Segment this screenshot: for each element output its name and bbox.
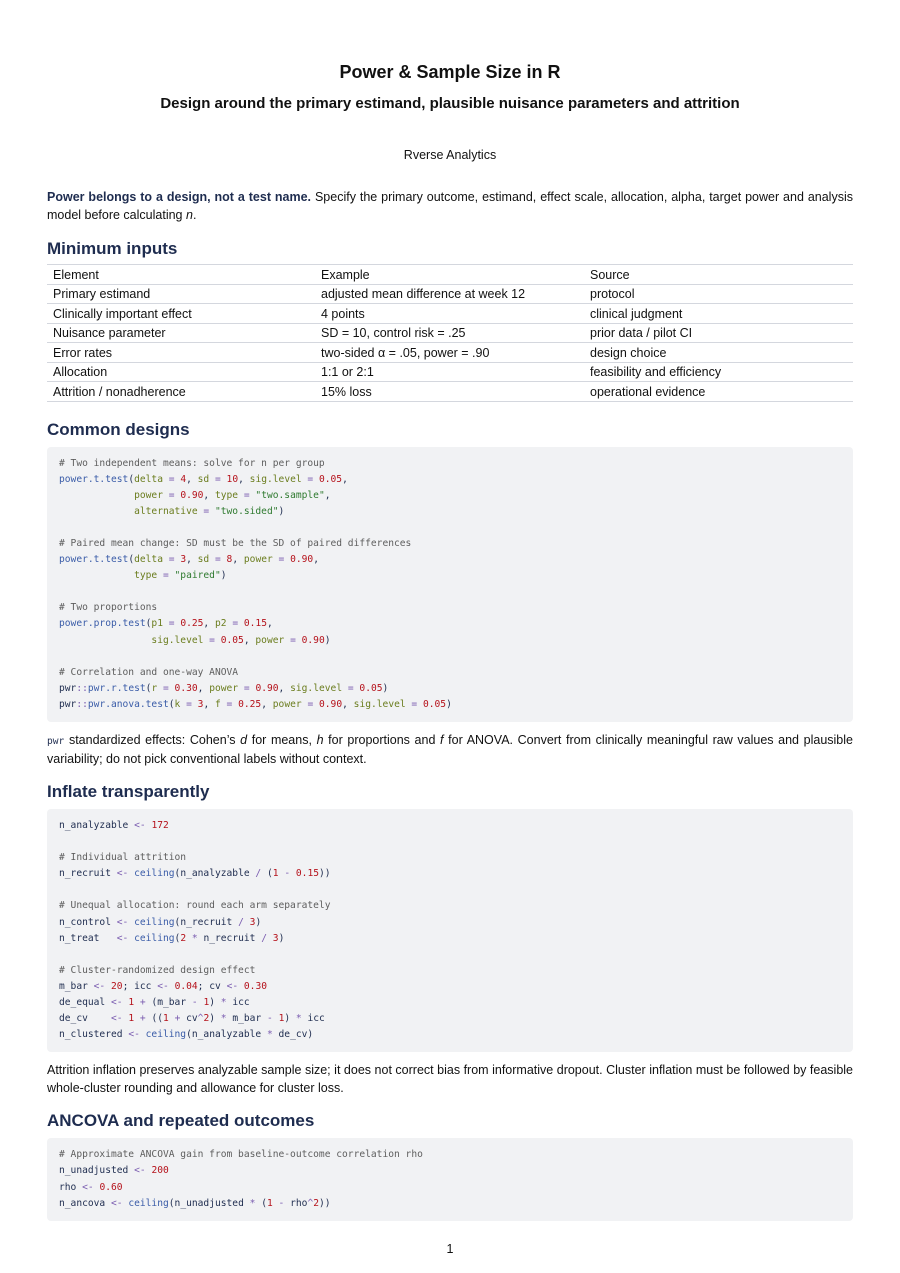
code-token: 172 bbox=[151, 820, 169, 831]
code-token: 0.30 bbox=[174, 682, 198, 694]
table-cell: feasibility and efficiency bbox=[584, 362, 853, 382]
code-token: n_analyzable bbox=[59, 820, 135, 831]
document-author: Rverse Analytics bbox=[403, 148, 497, 162]
code-token: <- bbox=[116, 932, 129, 944]
code-token: - bbox=[284, 868, 291, 880]
code-token: ( bbox=[168, 698, 175, 710]
code-token: 10 bbox=[226, 473, 239, 485]
code-token: (( bbox=[145, 1013, 163, 1025]
code-token: pwr bbox=[59, 682, 77, 694]
code-token: = bbox=[162, 554, 181, 566]
code-line bbox=[59, 1011, 841, 1027]
code-token: ( bbox=[145, 682, 152, 694]
code-token: <- bbox=[157, 980, 169, 992]
document-subtitle: Design around the primary estimand, plausible nuisance parameters and attrition bbox=[160, 95, 740, 112]
code-token: <- bbox=[116, 868, 129, 880]
code-token: pwr.r.test bbox=[87, 682, 146, 694]
code-line bbox=[59, 1180, 841, 1196]
code-token: de_cv bbox=[59, 1013, 111, 1025]
code-token: n_recruit bbox=[197, 932, 262, 944]
code-token: 0.15 bbox=[295, 868, 319, 880]
code-token: delta bbox=[134, 554, 163, 566]
code-token: m_bar bbox=[226, 1013, 268, 1025]
code-token: power.prop.test bbox=[59, 618, 146, 630]
table-cell: clinical judgment bbox=[584, 304, 853, 324]
pwr-note-paragraph bbox=[47, 732, 853, 768]
pwr-note-text: standardized effects: Cohen’s bbox=[64, 733, 241, 747]
code-token: 0.05 bbox=[359, 682, 383, 694]
table-row bbox=[47, 304, 853, 324]
code-token: , bbox=[243, 634, 256, 646]
table-cell: two-sided α = .05, power = .90 bbox=[315, 343, 584, 363]
intro-paragraph bbox=[47, 189, 853, 224]
code-token: icc bbox=[301, 1013, 325, 1025]
code-token: ceiling bbox=[128, 1197, 169, 1209]
inline-code-pwr: pwr bbox=[47, 736, 65, 747]
code-line bbox=[59, 697, 841, 713]
code-token: + bbox=[139, 997, 146, 1009]
code-block-common-designs bbox=[47, 447, 853, 723]
code-token: power bbox=[209, 682, 239, 694]
code-token: = bbox=[405, 698, 423, 710]
code-token: # Cluster-randomized design effect bbox=[59, 964, 256, 976]
code-line bbox=[59, 568, 841, 584]
code-token: , bbox=[324, 489, 331, 501]
code-token: = bbox=[342, 682, 360, 694]
intro-text: Specify the primary outcome, estimand, effect scale, allocation, alpha, target power and analysis model before calculating bbox=[47, 190, 853, 222]
inputs-table bbox=[47, 264, 853, 402]
code-token: 2 bbox=[203, 1013, 210, 1025]
code-token: <- bbox=[134, 820, 146, 831]
table-row bbox=[47, 343, 853, 363]
code-line bbox=[59, 456, 841, 472]
code-line bbox=[59, 681, 841, 697]
code-token: ( bbox=[145, 618, 152, 630]
heading-common-designs: Common designs bbox=[47, 419, 190, 439]
table-cell: adjusted mean difference at week 12 bbox=[315, 284, 584, 304]
intro-end: . bbox=[192, 207, 197, 222]
code-token: <- bbox=[110, 1197, 123, 1209]
code-token: m_bar bbox=[59, 980, 94, 992]
table-cell: Attrition / nonadherence bbox=[47, 382, 315, 402]
code-token: ) bbox=[278, 505, 285, 517]
code-token: n_clustered bbox=[59, 1029, 129, 1041]
code-token bbox=[59, 506, 134, 517]
code-line bbox=[59, 818, 841, 834]
pwr-note-d: d bbox=[240, 733, 248, 747]
code-token: 0.04 bbox=[174, 980, 198, 992]
code-token: = bbox=[157, 570, 175, 582]
code-token: (n_analyzable bbox=[174, 868, 256, 880]
code-token: 0.90 bbox=[255, 682, 279, 694]
code-line bbox=[59, 472, 841, 488]
pwr-note-text: for means, bbox=[247, 733, 317, 747]
code-token: = bbox=[220, 698, 239, 710]
code-token bbox=[59, 570, 134, 581]
code-line bbox=[59, 963, 841, 979]
code-line bbox=[59, 1196, 841, 1212]
table-cell: design choice bbox=[584, 343, 853, 363]
code-token: ) bbox=[382, 682, 389, 694]
code-token: (n_recruit bbox=[174, 916, 239, 928]
code-line bbox=[59, 600, 841, 616]
table-cell: Nuisance parameter bbox=[47, 323, 315, 343]
code-token: - bbox=[267, 1013, 273, 1025]
code-token: 8 bbox=[226, 554, 233, 566]
code-line bbox=[59, 915, 841, 931]
code-token: = bbox=[226, 618, 244, 630]
code-token: 3 bbox=[272, 932, 279, 944]
code-token: , bbox=[266, 618, 273, 630]
code-token: ceiling bbox=[145, 1029, 187, 1041]
code-line bbox=[59, 995, 841, 1011]
code-token: , bbox=[342, 698, 354, 710]
code-token: , bbox=[238, 473, 250, 485]
code-line bbox=[59, 850, 841, 866]
code-token: "two.sided" bbox=[214, 505, 279, 517]
code-token: = bbox=[203, 634, 221, 646]
code-token: = bbox=[301, 473, 319, 485]
table-header-cell: Example bbox=[315, 265, 584, 285]
code-token: , bbox=[197, 682, 210, 694]
code-token: / bbox=[238, 916, 244, 928]
code-token: delta bbox=[134, 473, 163, 485]
page-number: 1 bbox=[446, 1242, 454, 1256]
table-header-cell: Element bbox=[47, 265, 315, 285]
code-token: 0.90 bbox=[180, 489, 204, 501]
code-token: <- bbox=[93, 980, 106, 992]
code-token: 2 bbox=[180, 932, 187, 944]
code-line bbox=[59, 947, 841, 963]
code-line bbox=[59, 520, 841, 536]
code-token: (n_analyzable bbox=[186, 1029, 267, 1041]
code-line bbox=[59, 882, 841, 898]
code-token: # Two independent means: solve for n per group bbox=[59, 457, 325, 469]
table-cell: Primary estimand bbox=[47, 284, 315, 304]
heading-inflate: Inflate transparently bbox=[47, 782, 210, 801]
code-token: p1 bbox=[151, 618, 163, 630]
code-token: <- bbox=[128, 1029, 140, 1041]
code-token: n_unadjusted bbox=[59, 1165, 135, 1177]
code-token: # Correlation and one-way ANOVA bbox=[59, 666, 239, 678]
code-token: ( bbox=[128, 473, 135, 485]
code-token: power bbox=[134, 489, 163, 501]
code-token: = bbox=[284, 634, 302, 646]
code-token: = bbox=[238, 489, 256, 501]
code-line bbox=[59, 504, 841, 520]
code-token: :: bbox=[76, 682, 88, 694]
code-token: # Two proportions bbox=[59, 602, 158, 614]
code-token: # Approximate ANCOVA gain from baseline-outcome correlation rho bbox=[59, 1149, 423, 1161]
attrition-note-paragraph: Attrition inflation preserves analyzable sample size; it does not correct bias from informative dropout. Cluster inflation must be followed by feasible whole-cluster rounding and allowance for cluster loss. bbox=[47, 1063, 853, 1095]
code-token: 3 bbox=[249, 916, 256, 928]
table-row bbox=[47, 362, 853, 382]
code-token: 0.90 bbox=[319, 698, 343, 710]
code-line bbox=[59, 552, 841, 568]
code-token: <- bbox=[226, 980, 239, 992]
code-token: sd bbox=[197, 473, 210, 485]
code-token: 0.60 bbox=[99, 1181, 123, 1193]
code-token: )) bbox=[319, 1197, 331, 1209]
table-cell: 1:1 or 2:1 bbox=[315, 362, 584, 382]
code-line bbox=[59, 979, 841, 995]
code-token: :: bbox=[76, 698, 88, 710]
code-token: = bbox=[209, 554, 227, 566]
code-token: , bbox=[203, 698, 215, 710]
code-token: / bbox=[255, 868, 262, 880]
code-token: 0.05 bbox=[220, 634, 244, 646]
code-token: ( bbox=[255, 1197, 267, 1209]
code-token: 1 bbox=[272, 868, 279, 880]
code-line bbox=[59, 931, 841, 947]
code-token: 3 bbox=[180, 554, 187, 566]
code-token: rho bbox=[59, 1181, 83, 1193]
code-token: , bbox=[203, 489, 215, 501]
code-token bbox=[59, 635, 151, 646]
code-token: n_recruit bbox=[59, 868, 117, 880]
code-token: <- bbox=[116, 916, 129, 928]
code-token: p2 bbox=[214, 618, 227, 630]
code-token: ; icc bbox=[122, 980, 158, 992]
code-token: ) bbox=[284, 1013, 296, 1025]
code-token: - bbox=[278, 1197, 285, 1209]
code-token: alternative bbox=[134, 505, 198, 517]
code-token: = bbox=[272, 554, 291, 566]
code-token: ceiling bbox=[134, 868, 175, 880]
code-token: cv bbox=[180, 1013, 198, 1025]
code-token: = bbox=[197, 505, 215, 517]
code-token: = bbox=[162, 489, 181, 501]
code-line bbox=[59, 616, 841, 632]
code-token: 3 bbox=[197, 698, 204, 710]
code-token: , bbox=[313, 554, 319, 566]
code-token: ( bbox=[128, 554, 135, 566]
code-token: (m_bar bbox=[145, 997, 192, 1009]
code-token: ; cv bbox=[197, 980, 227, 992]
code-line bbox=[59, 1163, 841, 1179]
code-token: ceiling bbox=[134, 932, 175, 944]
code-token: sd bbox=[197, 554, 210, 566]
table-cell: 15% loss bbox=[315, 382, 584, 402]
code-token: / bbox=[261, 932, 267, 944]
code-token: 1 bbox=[128, 997, 135, 1009]
code-token: 0.05 bbox=[318, 473, 343, 485]
code-token: 1 bbox=[128, 1013, 135, 1025]
code-token: de_equal bbox=[59, 997, 111, 1009]
code-line bbox=[59, 633, 841, 649]
code-token: * bbox=[295, 1013, 302, 1025]
code-line bbox=[59, 584, 841, 600]
code-token: sig.level bbox=[151, 634, 204, 646]
code-token: ( bbox=[174, 932, 181, 944]
code-token: = bbox=[157, 682, 175, 694]
table-row bbox=[47, 323, 853, 343]
code-token: icc bbox=[226, 997, 250, 1009]
code-line bbox=[59, 866, 841, 882]
table-header-row bbox=[47, 265, 853, 285]
code-token: power bbox=[255, 634, 285, 646]
code-token: "paired" bbox=[174, 570, 221, 582]
code-token: power.t.test bbox=[59, 554, 129, 566]
code-token: ^ bbox=[307, 1197, 314, 1209]
table-row bbox=[47, 284, 853, 304]
code-token: * bbox=[266, 1029, 273, 1041]
table-cell: SD = 10, control risk = .25 bbox=[315, 323, 584, 343]
code-token: 0.90 bbox=[301, 634, 325, 646]
code-block-inflate bbox=[47, 809, 853, 1052]
code-token: n_control bbox=[59, 916, 117, 928]
table-cell: operational evidence bbox=[584, 382, 853, 402]
table-row bbox=[47, 382, 853, 402]
pwr-note-h: h bbox=[316, 733, 324, 747]
table-cell: Error rates bbox=[47, 343, 315, 363]
code-token: 1 bbox=[266, 1197, 273, 1209]
code-token: pwr bbox=[59, 698, 77, 710]
document-title: Power & Sample Size in R bbox=[339, 62, 561, 82]
code-token: , bbox=[342, 473, 348, 485]
code-line bbox=[59, 1027, 841, 1043]
code-line bbox=[59, 649, 841, 665]
code-token: sig.level bbox=[249, 473, 302, 485]
code-token: 0.25 bbox=[180, 618, 204, 630]
code-token: sig.level bbox=[353, 698, 406, 710]
code-token: ) bbox=[324, 634, 331, 646]
code-token: 0.90 bbox=[290, 554, 314, 566]
code-token: power.t.test bbox=[59, 473, 129, 485]
code-token: 0.30 bbox=[243, 980, 268, 992]
code-token: , bbox=[278, 682, 291, 694]
code-token: "two.sample" bbox=[255, 489, 325, 501]
code-token: * bbox=[191, 932, 198, 944]
code-token: 200 bbox=[151, 1165, 169, 1177]
pwr-note-text: for ANOVA. Convert from clinically meaningful raw values and plausible variability; do not pick conventional labels without context. bbox=[47, 733, 853, 766]
code-token: 20 bbox=[111, 980, 123, 992]
code-token: = bbox=[162, 473, 181, 485]
code-line bbox=[59, 1147, 841, 1163]
code-token: <- bbox=[134, 1165, 146, 1177]
code-line bbox=[59, 488, 841, 504]
code-token: n_ancova bbox=[59, 1197, 111, 1209]
intro-n: n bbox=[185, 207, 193, 222]
code-token: - bbox=[191, 997, 198, 1009]
heading-ancova: ANCOVA and repeated outcomes bbox=[47, 1111, 315, 1131]
code-token: , bbox=[203, 618, 215, 630]
code-token: * bbox=[220, 997, 227, 1009]
pwr-note-text: for proportions and bbox=[323, 733, 441, 747]
code-block-ancova bbox=[47, 1138, 853, 1220]
table-header-cell: Source bbox=[584, 265, 853, 285]
code-token: = bbox=[180, 698, 198, 710]
code-token: # Unequal allocation: round each arm separately bbox=[59, 900, 331, 912]
code-token: ^ bbox=[197, 1013, 204, 1025]
code-token: + bbox=[174, 1013, 181, 1025]
code-token: pwr.anova.test bbox=[87, 698, 169, 710]
pwr-note-f: f bbox=[440, 733, 444, 747]
code-token: )) bbox=[319, 868, 331, 880]
code-token: 0.15 bbox=[243, 618, 267, 630]
code-token: = bbox=[162, 618, 181, 630]
code-token: power bbox=[272, 698, 302, 710]
code-token: 0.25 bbox=[238, 698, 262, 710]
code-token: = bbox=[238, 682, 256, 694]
intro-bold: Power belongs to a design, not a test name. bbox=[47, 190, 312, 204]
code-token: <- bbox=[110, 997, 123, 1009]
code-token: ) bbox=[446, 698, 452, 710]
code-token: ) bbox=[209, 997, 221, 1009]
code-token: type bbox=[214, 489, 239, 501]
code-token: # Individual attrition bbox=[59, 852, 187, 864]
code-token: power bbox=[243, 554, 273, 566]
code-token: n_treat bbox=[59, 932, 117, 944]
code-token: * bbox=[249, 1197, 256, 1209]
code-token: type bbox=[134, 570, 158, 582]
code-token: ) bbox=[209, 1013, 221, 1025]
code-token: ) bbox=[255, 916, 262, 928]
code-token: = bbox=[301, 698, 319, 710]
code-line bbox=[59, 898, 841, 914]
code-token: , bbox=[186, 473, 198, 485]
table-cell: 4 points bbox=[315, 304, 584, 324]
code-token: * bbox=[220, 1013, 227, 1025]
code-token: 1 bbox=[203, 997, 210, 1009]
table-cell: Allocation bbox=[47, 362, 315, 382]
code-token: sig.level bbox=[290, 682, 343, 694]
code-token: + bbox=[139, 1013, 146, 1025]
code-token: <- bbox=[82, 1181, 94, 1193]
code-token: 0.05 bbox=[422, 698, 447, 710]
code-token: ( bbox=[261, 868, 273, 880]
code-token: , bbox=[261, 698, 273, 710]
code-token: f bbox=[215, 698, 221, 710]
code-token: = bbox=[209, 473, 227, 485]
code-token bbox=[59, 490, 134, 501]
code-token: (n_unadjusted bbox=[168, 1197, 250, 1209]
table-cell: protocol bbox=[584, 284, 853, 304]
code-token: r bbox=[151, 682, 158, 694]
code-token: rho bbox=[284, 1197, 308, 1209]
code-token: <- bbox=[110, 1013, 123, 1025]
code-token: 1 bbox=[278, 1013, 285, 1025]
code-token: 1 bbox=[163, 1013, 169, 1025]
code-token: , bbox=[232, 554, 244, 566]
code-line bbox=[59, 834, 841, 850]
code-token: 4 bbox=[180, 473, 187, 485]
table-cell: Clinically important effect bbox=[47, 304, 315, 324]
code-line bbox=[59, 665, 841, 681]
code-token: ) bbox=[220, 570, 227, 582]
code-token: # Paired mean change: SD must be the SD of paired differences bbox=[59, 537, 412, 549]
code-token: k bbox=[174, 698, 181, 710]
heading-minimum-inputs: Minimum inputs bbox=[47, 239, 178, 258]
code-token: ) bbox=[278, 932, 285, 944]
code-line bbox=[59, 536, 841, 552]
code-token: ceiling bbox=[134, 916, 175, 928]
table-cell: prior data / pilot CI bbox=[584, 323, 853, 343]
code-token: de_cv) bbox=[272, 1029, 314, 1041]
code-token: , bbox=[186, 554, 198, 566]
code-token: 2 bbox=[313, 1197, 319, 1209]
